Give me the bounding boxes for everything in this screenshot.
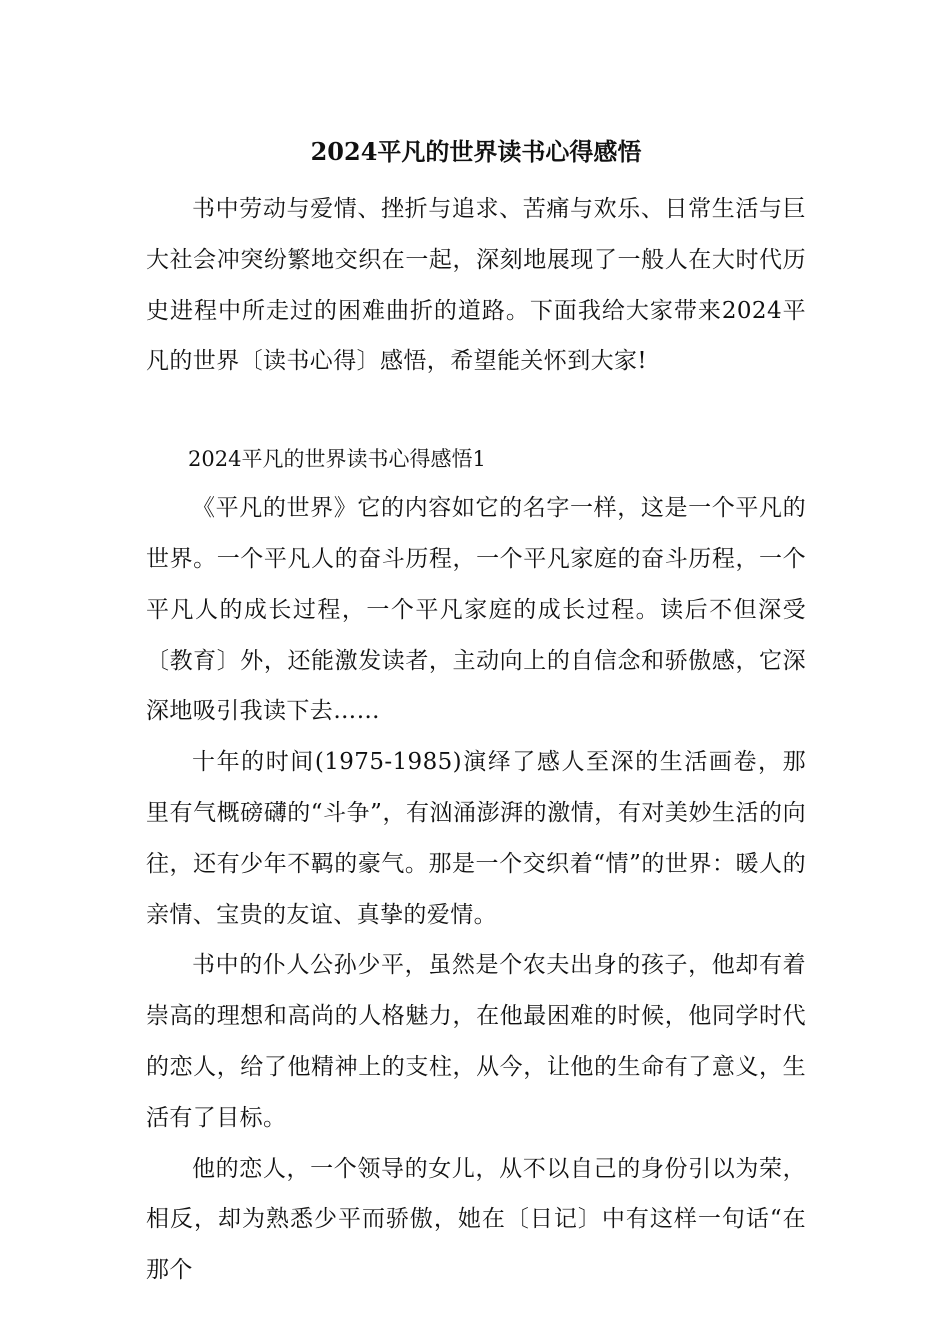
intro-paragraph: 书中劳动与爱情、挫折与追求、苦痛与欢乐、日常生活与巨大社会冲突纷繁地交织在一起，深刻地展现了一般人在大时代历史进程中所走过的困难曲折的道路。下面我给大家带来2024平凡的世界〔读书心得〕感悟，希望能关怀到大家! bbox=[146, 196, 806, 375]
body-paragraph-1: 《平凡的世界》它的内容如它的名字一样，这是一个平凡的世界。一个平凡人的奋斗历程，一个平凡家庭的奋斗历程，一个平凡人的成长过程，一个平凡家庭的成长过程。读后不但深受〔教育〕外，还能激发读者，主动向上的自信念和骄傲感，它深深地吸引我读下去…… bbox=[146, 495, 806, 725]
body-paragraph-2: 十年的时间(1975-1985)演绎了感人至深的生活画卷，那里有气概磅礴的“斗争”，有汹涌澎湃的激情，有对美妙生活的向往，还有少年不羁的豪气。那是一个交织着“情”的世界：暖人的亲情、宝贵的友谊、真挚的爱情。 bbox=[146, 749, 806, 928]
body-paragraph-3: 书中的仆人公孙少平，虽然是个农夫出身的孩子，他却有着崇高的理想和高尚的人格魅力，在他最困难的时候，他同学时代的恋人，给了他精神上的支柱，从今，让他的生命有了意义，生活有了目标。 bbox=[146, 952, 806, 1131]
section-spacer bbox=[146, 387, 806, 435]
document-title: 2024平凡的世界读书心得感悟 bbox=[310, 137, 642, 166]
section-heading: 2024平凡的世界读书心得感悟1 bbox=[188, 447, 486, 472]
body-paragraph-4: 他的恋人，一个领导的女儿，从不以自己的身份引以为荣，相反，却为熟悉少平而骄傲，她在〔日记〕中有这样一句话“在那个 bbox=[146, 1155, 806, 1284]
document-page bbox=[146, 128, 806, 1296]
